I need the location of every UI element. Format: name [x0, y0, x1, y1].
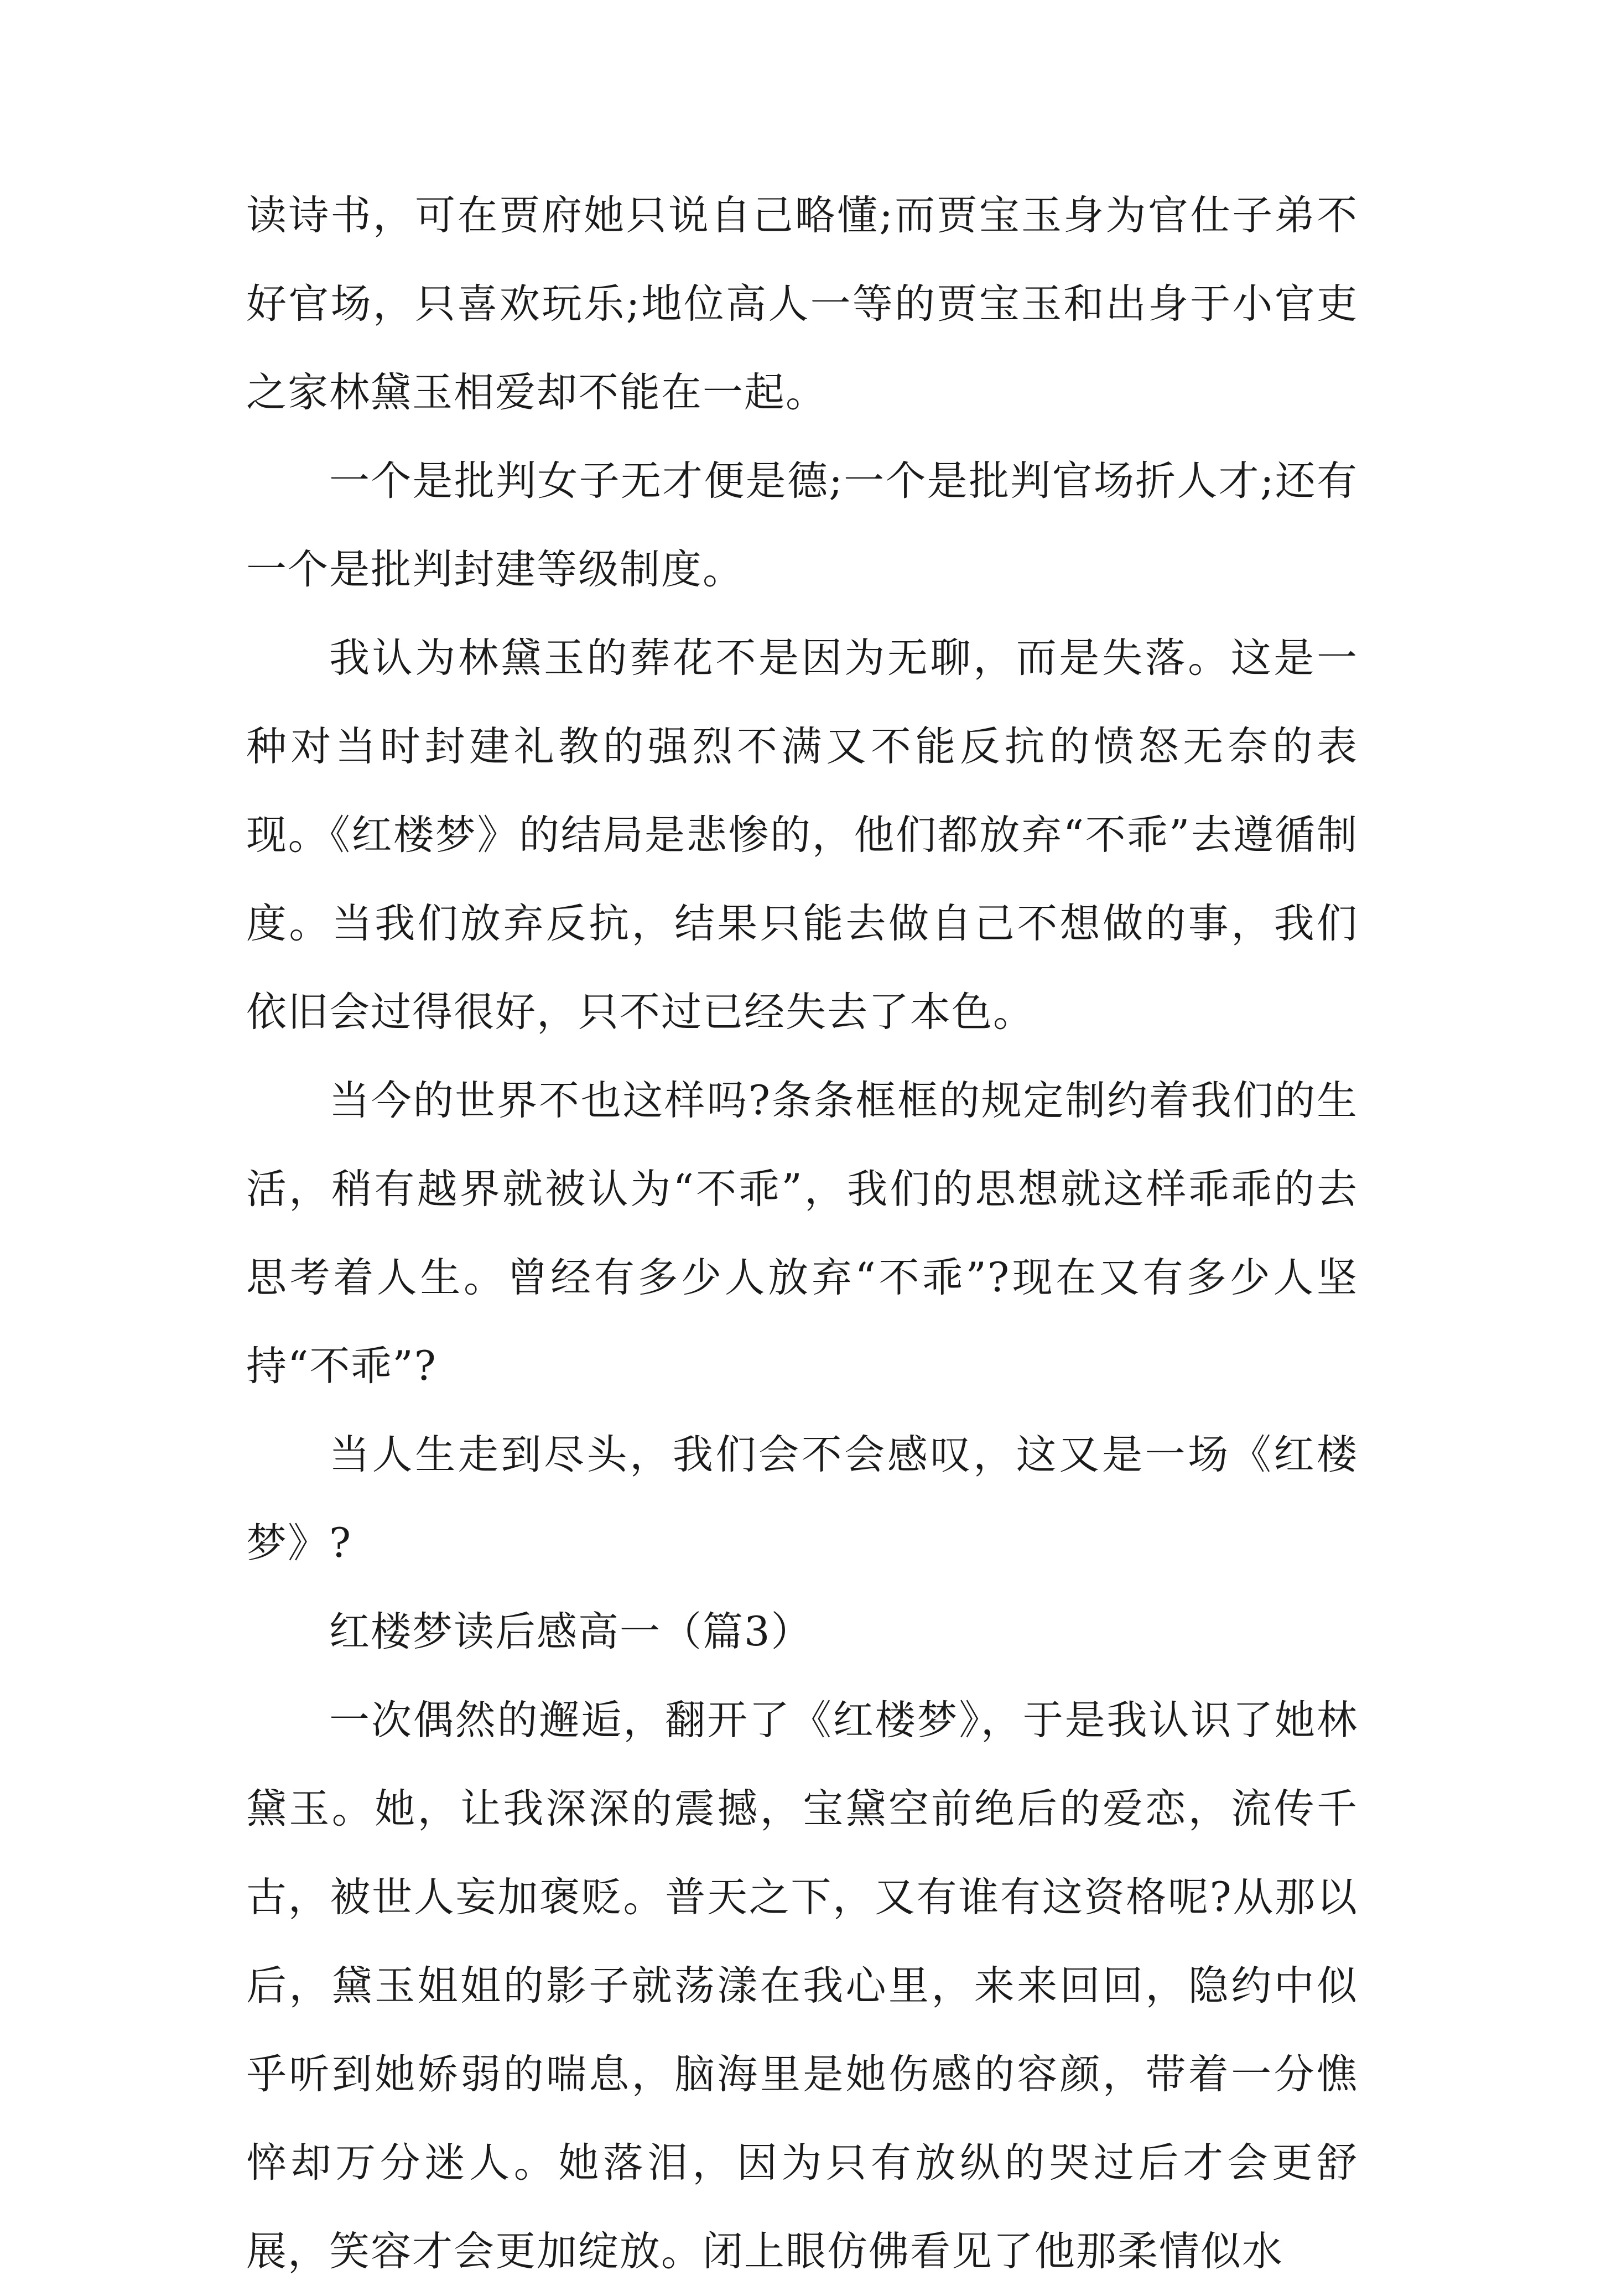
- paragraph-3: 我认为林黛玉的葬花不是因为无聊，而是失落。这是一种对当时封建礼教的强烈不满又不能反抗的愤怒无奈的表现。《红楼梦》的结局是悲惨的，他们都放弃“不乖”去遵循制度。当我们放弃反抗，结果只能去做自己不想做的事，我们依旧会过得很好，只不过已经失去了本色。: [246, 635, 1358, 1036]
- paragraph-2: 一个是批判女子无才便是德;一个是批判官场折人才;还有一个是批判封建等级制度。: [246, 458, 1358, 593]
- paragraph-7: 一次偶然的邂逅，翻开了《红楼梦》，于是我认识了她林黛玉。她，让我深深的震撼，宝黛空前绝后的爱恋，流传千古，被世人妄加褒贬。普天之下，又有谁有这资格呢?从那以后，黛玉姐姐的影子就荡漾在我心里，来来回回，隐约中似乎听到她娇弱的喘息，脑海里是她伤感的容颜，带着一分憔悴却万分迷人。她落泪，因为只有放纵的哭过后才会更舒展，笑容才会更加绽放。闭上眼仿佛看见了他那柔情似水: [246, 1697, 1358, 2275]
- document-page: [246, 172, 1358, 2296]
- paragraph-5: 当人生走到尽头，我们会不会感叹，这又是一场《红楼梦》?: [246, 1431, 1358, 1567]
- paragraph-4: 当今的世界不也这样吗?条条框框的规定制约着我们的生活，稍有越界就被认为“不乖”，我们的思想就这样乖乖的去思考着人生。曾经有多少人放弃“不乖”?现在又有多少人坚持“不乖”?: [246, 1077, 1358, 1390]
- section-heading: 红楼梦读后感高一（篇3）: [329, 1608, 813, 1655]
- paragraph-1: 读诗书，可在贾府她只说自己略懂;而贾宝玉身为官仕子弟不好官场，只喜欢玩乐;地位高人一等的贾宝玉和出身于小官吏之家林黛玉相爱却不能在一起。: [246, 192, 1358, 416]
